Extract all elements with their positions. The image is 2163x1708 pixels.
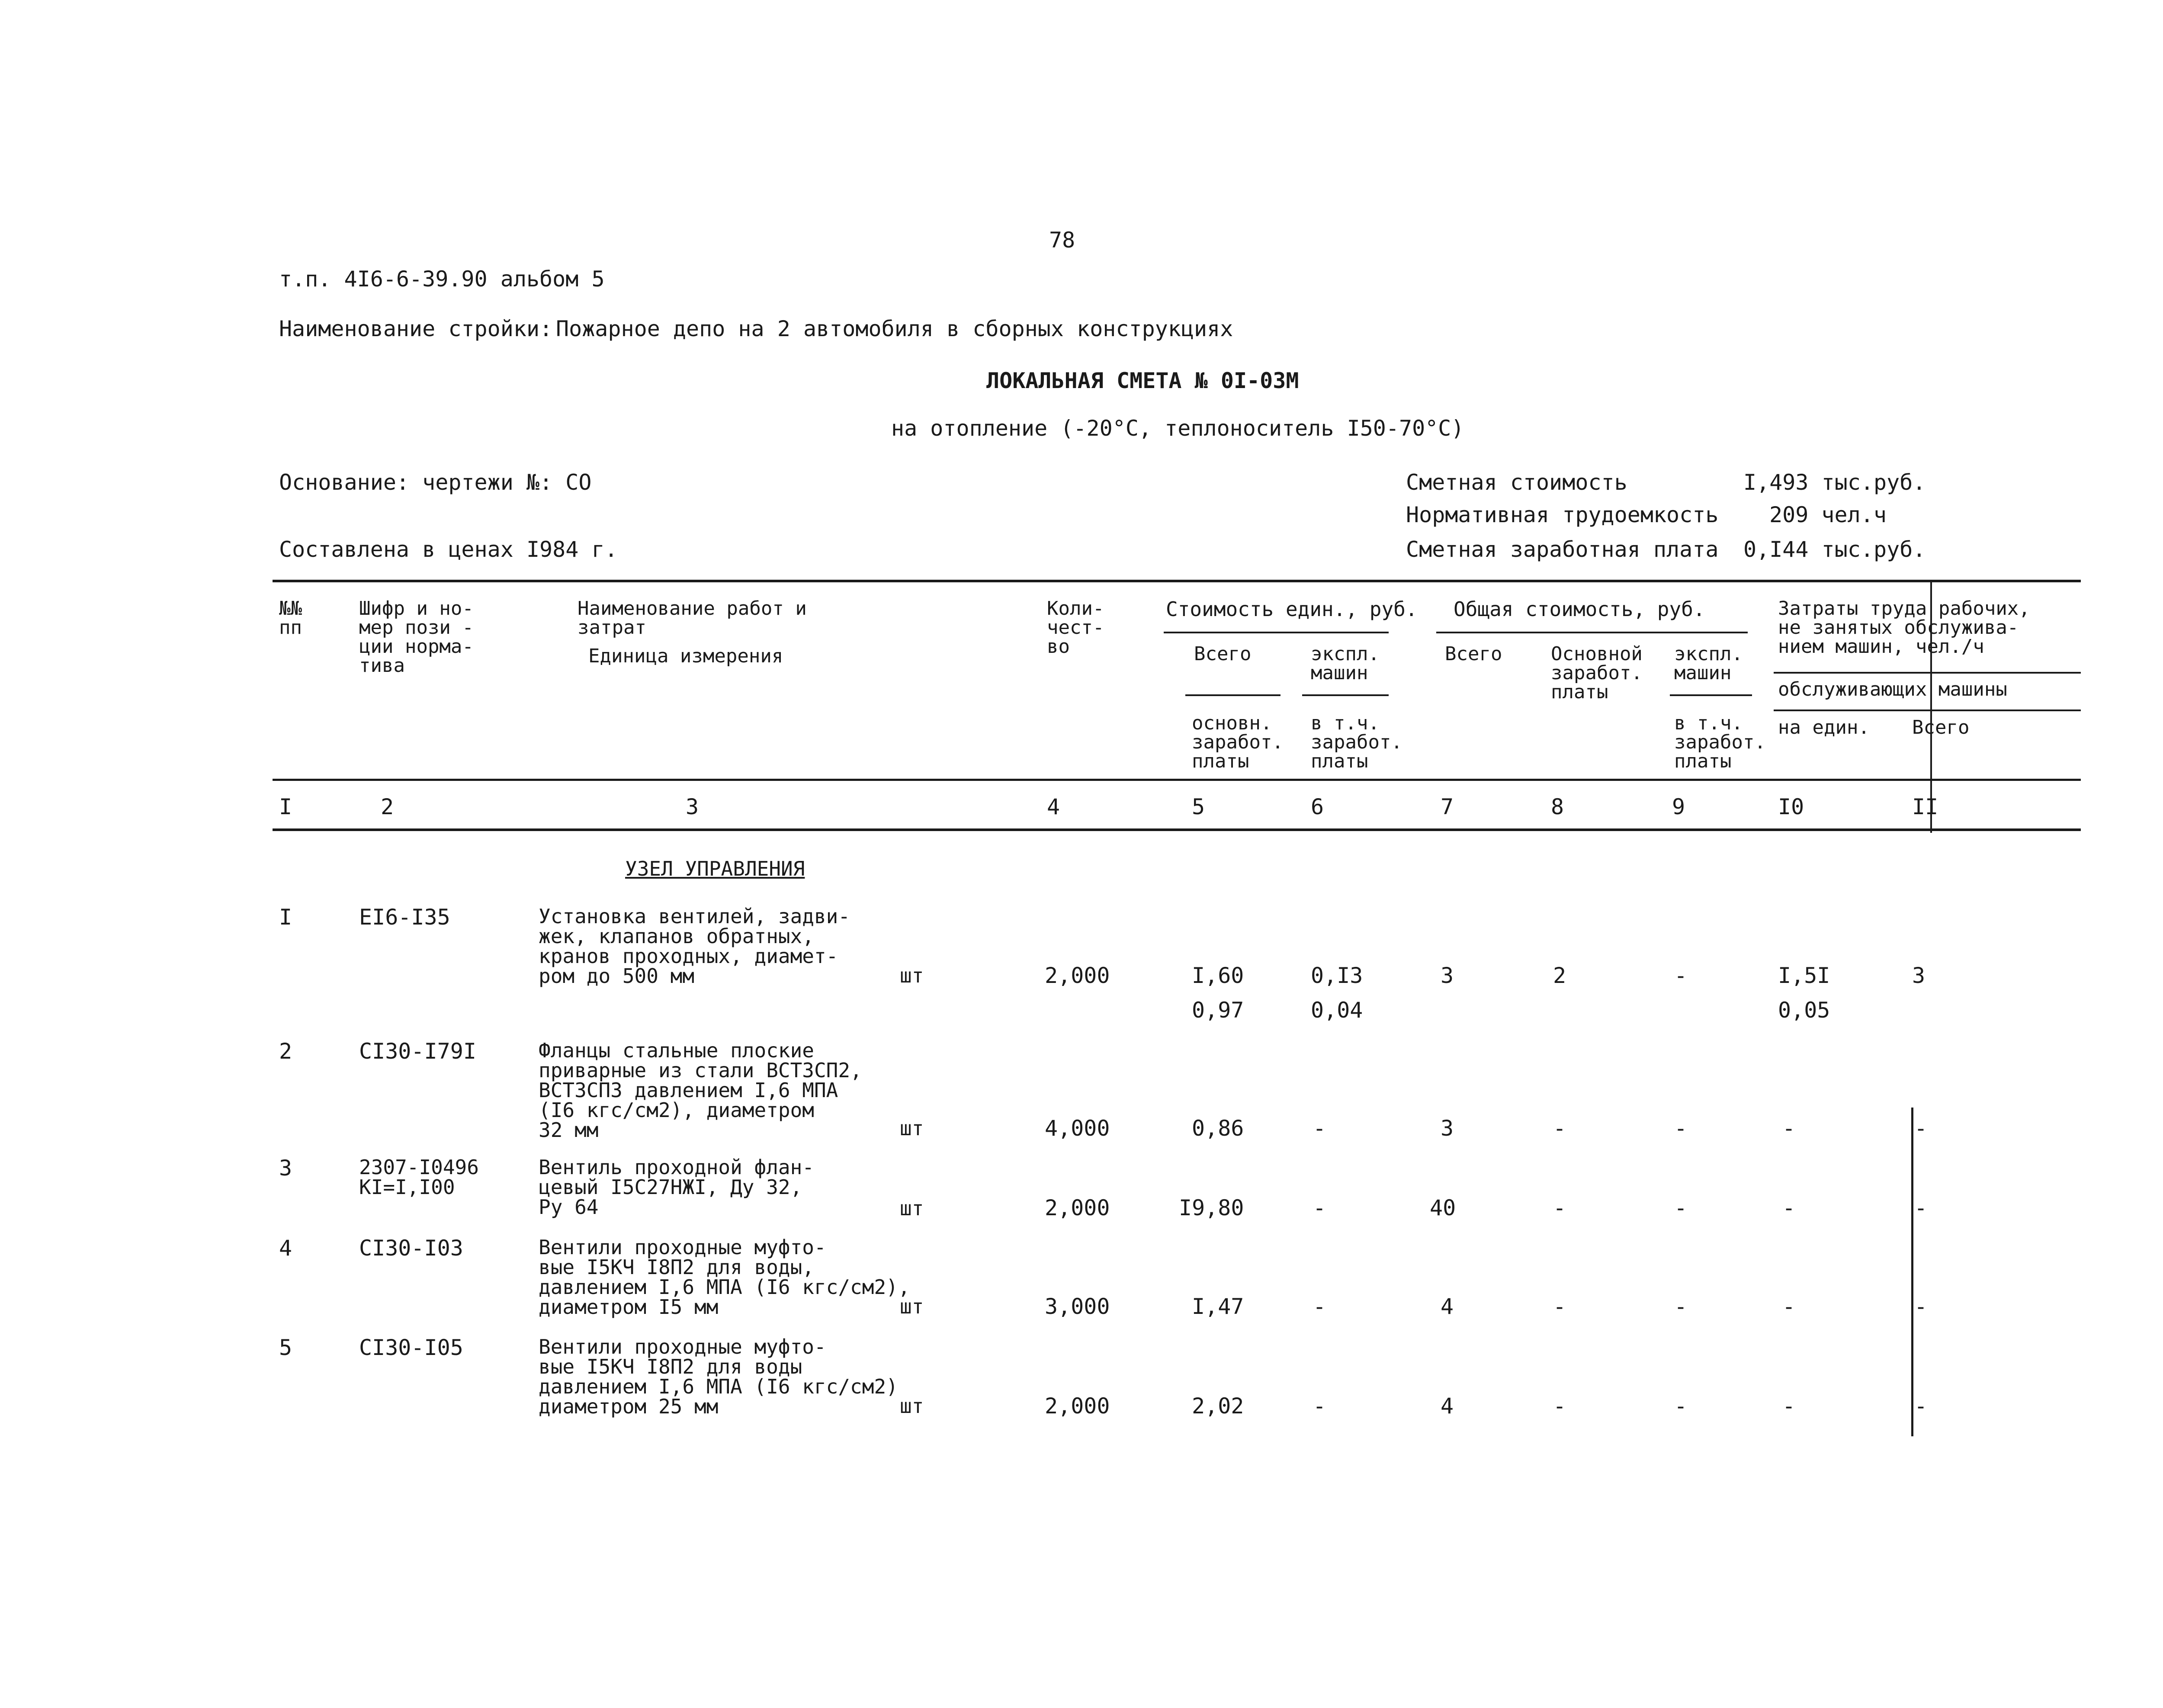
summary-labor-label: Нормативная трудоемкость — [1406, 502, 1719, 527]
row-name: Вентиль проходной флан- цевый I5С27НЖI, Ду 32, Ру 64 — [539, 1156, 814, 1219]
row-c8: - — [1553, 1116, 1566, 1141]
header-unit-machine-wage: в т.ч. заработ. платы — [1311, 712, 1402, 772]
row-c6: - — [1313, 1195, 1326, 1220]
labor-rule-1 — [1774, 672, 2081, 674]
header-labor-unit: на един. — [1778, 716, 1870, 738]
estimate-title: ЛОКАЛЬНАЯ СМЕТА № 0I-03М — [986, 368, 1299, 393]
row-c11: - — [1914, 1393, 1928, 1419]
row-c6b: 0,04 — [1311, 998, 1363, 1023]
header-labor: Затраты труда рабочих, не занятых обслужива- нием машин, чел./ч — [1778, 597, 2030, 658]
header-unit-total: Всего — [1194, 643, 1252, 665]
row-c11: - — [1914, 1116, 1928, 1141]
column-number-2: 2 — [381, 794, 394, 819]
row-number: 4 — [279, 1236, 292, 1261]
document-reference: т.п. 4I6-6-39.90 альбом 5 — [279, 266, 605, 292]
row-c5: I,47 — [1192, 1294, 1244, 1319]
row-code: ЕI6-I35 — [359, 905, 450, 930]
header-row-number: №№ пп — [279, 597, 302, 639]
header-total-machine: экспл. машин — [1674, 643, 1743, 684]
table-top-rule — [273, 580, 2081, 582]
header-unit-cost: Стоимость един., руб. — [1166, 597, 1418, 621]
price-base-text: Составлена в ценах I984 г. — [279, 537, 618, 562]
row-c7: 3 — [1441, 1116, 1454, 1141]
header-labor-total: Всего — [1912, 716, 1970, 738]
row-qty: 2,000 — [1045, 1195, 1110, 1220]
row-c6: - — [1313, 1116, 1326, 1141]
row-c6: - — [1313, 1294, 1326, 1319]
row-c7: 4 — [1441, 1294, 1454, 1319]
basis-text: Основание: чертежи №: СО — [279, 470, 592, 495]
section-heading: УЗЕЛ УПРАВЛЕНИЯ — [625, 857, 805, 880]
row-number: 3 — [279, 1156, 292, 1181]
header-labor-service: обслуживающих машины — [1778, 678, 2007, 700]
row-c5: 0,86 — [1192, 1116, 1244, 1141]
column-number-10: I0 — [1778, 794, 1804, 819]
header-total-all: Всего — [1445, 643, 1502, 665]
row-c8: - — [1553, 1195, 1566, 1220]
row-unit: шт — [900, 964, 924, 987]
row-c10: - — [1782, 1294, 1796, 1319]
column-number-7: 7 — [1441, 794, 1454, 819]
row-name: Вентили проходные муфто- вые I5КЧ I8П2 для воды, давлением I,6 МПА (I6 кгс/см2), диаметром I5 мм — [539, 1236, 910, 1319]
row-c9: - — [1674, 1116, 1688, 1141]
row-c7: 3 — [1441, 963, 1454, 988]
row-c10: - — [1782, 1116, 1796, 1141]
header-quantity: Коли- чест- во — [1047, 597, 1104, 658]
total-cost-subrule — [1670, 694, 1752, 696]
row-unit: шт — [900, 1394, 924, 1418]
row-qty: 3,000 — [1045, 1294, 1110, 1319]
unit-cost-rule — [1164, 632, 1389, 633]
labor-body-divider — [1911, 1108, 1913, 1436]
row-code: 2307-I0496 КI=I,I00 — [359, 1156, 479, 1199]
row-code: СI30-I05 — [359, 1335, 463, 1360]
row-c9: - — [1674, 1294, 1688, 1319]
summary-cost-label: Сметная стоимость — [1406, 470, 1627, 495]
header-total-machine-wage: в т.ч. заработ. платы — [1674, 712, 1766, 772]
row-c11: - — [1914, 1195, 1928, 1220]
column-number-6: 6 — [1311, 794, 1324, 819]
column-number-8: 8 — [1551, 794, 1564, 819]
row-name: Фланцы стальные плоские приварные из стали ВСТ3СП2, ВСТ3СП3 давлением I,6 МПА (I6 кгс/см2), диаметром 32 мм — [539, 1039, 862, 1142]
row-name: Вентили проходные муфто- вые I5КЧ I8П2 для воды давлением I,6 МПА (I6 кгс/см2) диаметром 25 мм — [539, 1335, 898, 1418]
row-c5: I,60 — [1192, 963, 1244, 988]
row-c8: - — [1553, 1393, 1566, 1419]
header-total-wage: Основной заработ. платы — [1551, 643, 1643, 703]
row-c7: 4 — [1441, 1393, 1454, 1419]
header-unit: Единица измерения — [588, 645, 783, 667]
row-qty: 4,000 — [1045, 1116, 1110, 1141]
construction-label: Наименование стройки: — [279, 316, 553, 341]
row-c6: - — [1313, 1393, 1326, 1419]
row-name: Установка вентилей, задви- жек, клапанов обратных, кранов проходных, диамет- ром до 500 мм — [539, 905, 850, 988]
row-qty: 2,000 — [1045, 1393, 1110, 1419]
row-c8: - — [1553, 1294, 1566, 1319]
row-code: СI30-I79I — [359, 1039, 476, 1064]
column-number-5: 5 — [1192, 794, 1205, 819]
unit-cost-subrule-1 — [1185, 694, 1280, 696]
row-c10b: 0,05 — [1778, 998, 1830, 1023]
construction-value: Пожарное депо на 2 автомобиля в сборных конструкциях — [556, 316, 1233, 341]
page-number: 78 — [1049, 228, 1075, 253]
row-code: СI30-I03 — [359, 1236, 463, 1261]
row-c8: 2 — [1553, 963, 1566, 988]
labor-rule-2 — [1774, 710, 2081, 711]
row-c11: 3 — [1912, 963, 1926, 988]
row-unit: шт — [900, 1117, 924, 1140]
row-c10: - — [1782, 1393, 1796, 1419]
row-c5b: 0,97 — [1192, 998, 1244, 1023]
row-c5: I9,80 — [1179, 1195, 1244, 1220]
column-number-3: 3 — [686, 794, 699, 819]
unit-cost-subrule-2 — [1302, 694, 1389, 696]
summary-cost-value: I,493 тыс.руб. — [1743, 470, 1926, 495]
header-code: Шифр и но- мер пози - ции норма- тива — [359, 597, 474, 677]
header-unit-machine: экспл. машин — [1311, 643, 1380, 684]
column-number-4: 4 — [1047, 794, 1060, 819]
row-c7: 40 — [1430, 1195, 1456, 1220]
row-c11: - — [1914, 1294, 1928, 1319]
header-work-name: Наименование работ и затрат — [578, 597, 807, 639]
total-cost-rule — [1436, 632, 1748, 633]
summary-labor-value: 209 чел.ч — [1769, 502, 1887, 527]
row-qty: 2,000 — [1045, 963, 1110, 988]
row-c9: - — [1674, 1393, 1688, 1419]
column-numbers-rule — [273, 828, 2081, 831]
row-c5: 2,02 — [1192, 1393, 1244, 1419]
summary-wage-value: 0,I44 тыс.руб. — [1743, 537, 1926, 562]
column-number-1: I — [279, 794, 292, 819]
summary-wage-label: Сметная заработная плата — [1406, 537, 1719, 562]
row-number: 2 — [279, 1039, 292, 1064]
header-total-cost: Общая стоимость, руб. — [1454, 597, 1705, 621]
row-unit: шт — [900, 1197, 924, 1220]
header-bottom-rule — [273, 779, 2081, 781]
row-number: 5 — [279, 1335, 292, 1360]
row-c10: I,5I — [1778, 963, 1830, 988]
row-c9: - — [1674, 1195, 1688, 1220]
header-unit-wage: основн. заработ. платы — [1192, 712, 1284, 772]
row-c10: - — [1782, 1195, 1796, 1220]
row-c6: 0,I3 — [1311, 963, 1363, 988]
column-number-11: II — [1912, 794, 1938, 819]
estimate-subtitle: на отопление (-20°С, теплоноситель I50-70°С) — [891, 416, 1464, 441]
column-number-9: 9 — [1672, 794, 1685, 819]
row-number: I — [279, 905, 292, 930]
row-c9: - — [1674, 963, 1688, 988]
row-unit: шт — [900, 1295, 924, 1318]
